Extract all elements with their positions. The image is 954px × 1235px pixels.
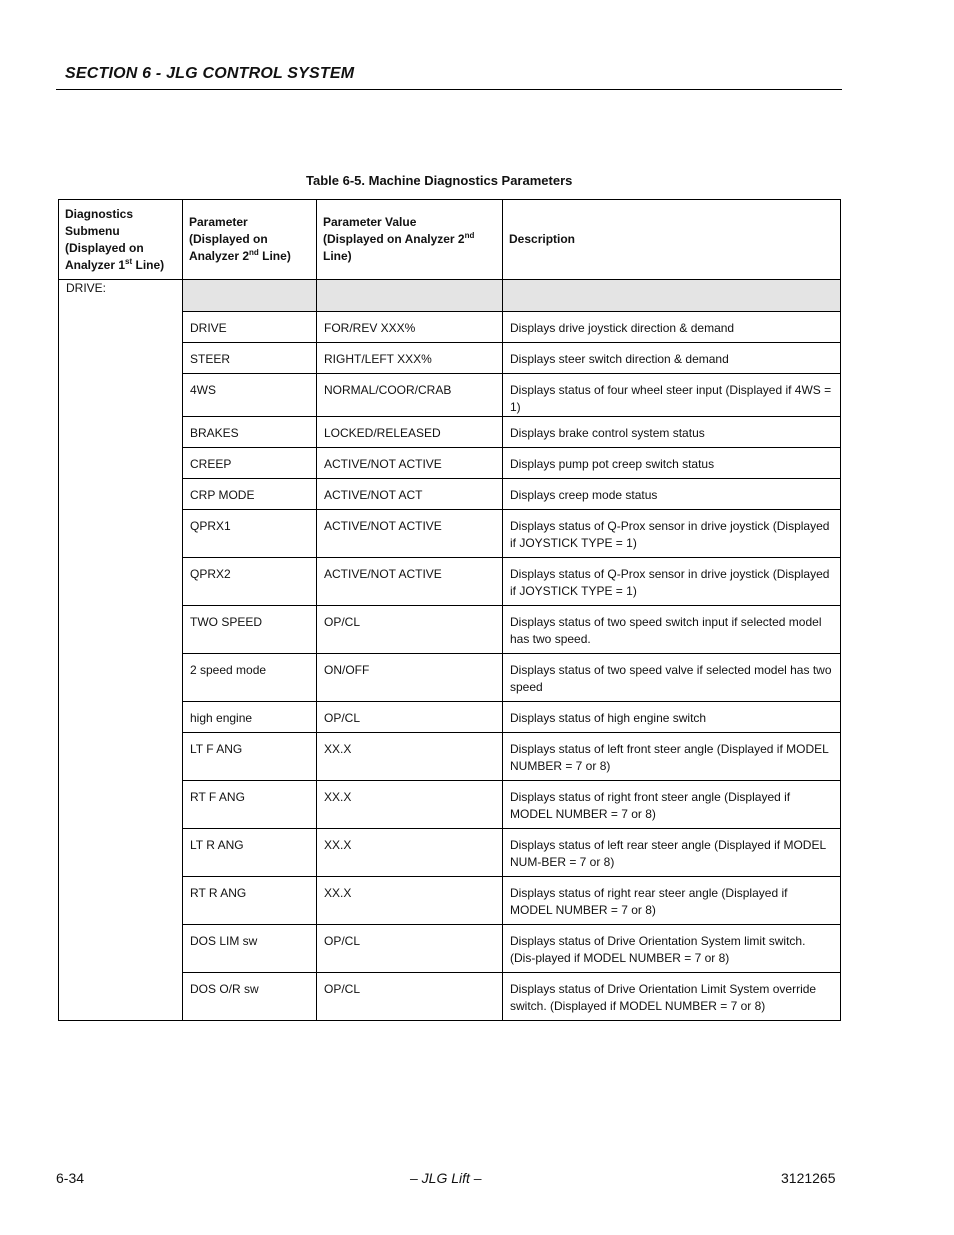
- description-cell: Displays status of high engine switch: [503, 702, 841, 733]
- description-cell: Displays creep mode status: [503, 479, 841, 510]
- value-cell: FOR/REV XXX%: [317, 312, 503, 343]
- value-cell: OP/CL: [317, 973, 503, 1021]
- column-header-parameter: Parameter (Displayed on Analyzer 2nd Line): [183, 200, 317, 280]
- page-number: 6-34: [56, 1170, 85, 1186]
- parameter-cell: DOS O/R sw: [183, 973, 317, 1021]
- description-cell: Displays status of left rear steer angle (Displayed if MODEL NUM-BER = 7 or 8): [503, 829, 841, 877]
- parameter-cell: RT F ANG: [183, 781, 317, 829]
- description-cell: Displays status of Q-Prox sensor in drive joystick (Displayed if JOYSTICK TYPE = 1): [503, 558, 841, 606]
- description-cell: Displays status of Drive Orientation System limit switch. (Dis-played if MODEL NUMBER = 7 or 8): [503, 925, 841, 973]
- parameter-cell: DRIVE: [183, 312, 317, 343]
- parameter-cell: LT F ANG: [183, 733, 317, 781]
- parameter-cell: 2 speed mode: [183, 654, 317, 702]
- description-cell: Displays brake control system status: [503, 417, 841, 448]
- description-cell: Displays status of right front steer angle (Displayed if MODEL NUMBER = 7 or 8): [503, 781, 841, 829]
- description-cell: Displays status of two speed valve if selected model has two speed: [503, 654, 841, 702]
- description-cell: Displays status of Drive Orientation Limit System override switch. (Displayed if MODEL NUMBER = 7 or 8): [503, 973, 841, 1021]
- value-cell: XX.X: [317, 829, 503, 877]
- value-cell: RIGHT/LEFT XXX%: [317, 343, 503, 374]
- value-cell: NORMAL/COOR/CRAB: [317, 374, 503, 417]
- column-header-description: Description: [503, 200, 841, 280]
- parameter-cell: CRP MODE: [183, 479, 317, 510]
- parameter-cell: 4WS: [183, 374, 317, 417]
- parameter-cell: RT R ANG: [183, 877, 317, 925]
- parameter-cell: high engine: [183, 702, 317, 733]
- parameter-cell: TWO SPEED: [183, 606, 317, 654]
- table-group-row: [59, 280, 841, 312]
- parameter-cell: CREEP: [183, 448, 317, 479]
- parameter-cell: BRAKES: [183, 417, 317, 448]
- shaded-cell: [503, 280, 841, 312]
- column-header-value: Parameter Value (Displayed on Analyzer 2nd Line): [317, 200, 503, 280]
- description-cell: Displays status of right rear steer angle (Displayed if MODEL NUMBER = 7 or 8): [503, 877, 841, 925]
- description-cell: Displays status of four wheel steer input (Displayed if 4WS = 1): [503, 374, 841, 417]
- value-cell: LOCKED/RELEASED: [317, 417, 503, 448]
- header-rule: [56, 89, 842, 90]
- value-cell: OP/CL: [317, 606, 503, 654]
- document-number: 3121265: [781, 1170, 836, 1186]
- value-cell: ACTIVE/NOT ACTIVE: [317, 510, 503, 558]
- parameter-cell: LT R ANG: [183, 829, 317, 877]
- value-cell: XX.X: [317, 781, 503, 829]
- description-cell: Displays drive joystick direction & demand: [503, 312, 841, 343]
- description-cell: Displays status of left front steer angle (Displayed if MODEL NUMBER = 7 or 8): [503, 733, 841, 781]
- value-cell: ACTIVE/NOT ACT: [317, 479, 503, 510]
- parameter-cell: QPRX2: [183, 558, 317, 606]
- description-cell: Displays pump pot creep switch status: [503, 448, 841, 479]
- description-cell: Displays status of two speed switch input if selected model has two speed.: [503, 606, 841, 654]
- parameter-cell: QPRX1: [183, 510, 317, 558]
- diagnostics-table: [58, 199, 841, 1021]
- section-title: SECTION 6 - JLG CONTROL SYSTEM: [65, 65, 355, 82]
- table-header-row: [59, 200, 841, 280]
- value-cell: XX.X: [317, 733, 503, 781]
- parameter-cell: DOS LIM sw: [183, 925, 317, 973]
- value-cell: ON/OFF: [317, 654, 503, 702]
- value-cell: ACTIVE/NOT ACTIVE: [317, 448, 503, 479]
- shaded-cell: [183, 280, 317, 312]
- footer-brand: – JLG Lift –: [410, 1170, 482, 1186]
- table-caption: Table 6-5. Machine Diagnostics Parameters: [306, 173, 573, 188]
- shaded-cell: [317, 280, 503, 312]
- value-cell: OP/CL: [317, 925, 503, 973]
- value-cell: OP/CL: [317, 702, 503, 733]
- submenu-cell: DRIVE:: [59, 280, 183, 1021]
- value-cell: XX.X: [317, 877, 503, 925]
- description-cell: Displays steer switch direction & demand: [503, 343, 841, 374]
- column-header-submenu: Diagnostics Submenu (Displayed on Analyzer 1st Line): [59, 200, 183, 280]
- parameter-cell: STEER: [183, 343, 317, 374]
- description-cell: Displays status of Q-Prox sensor in drive joystick (Displayed if JOYSTICK TYPE = 1): [503, 510, 841, 558]
- value-cell: ACTIVE/NOT ACTIVE: [317, 558, 503, 606]
